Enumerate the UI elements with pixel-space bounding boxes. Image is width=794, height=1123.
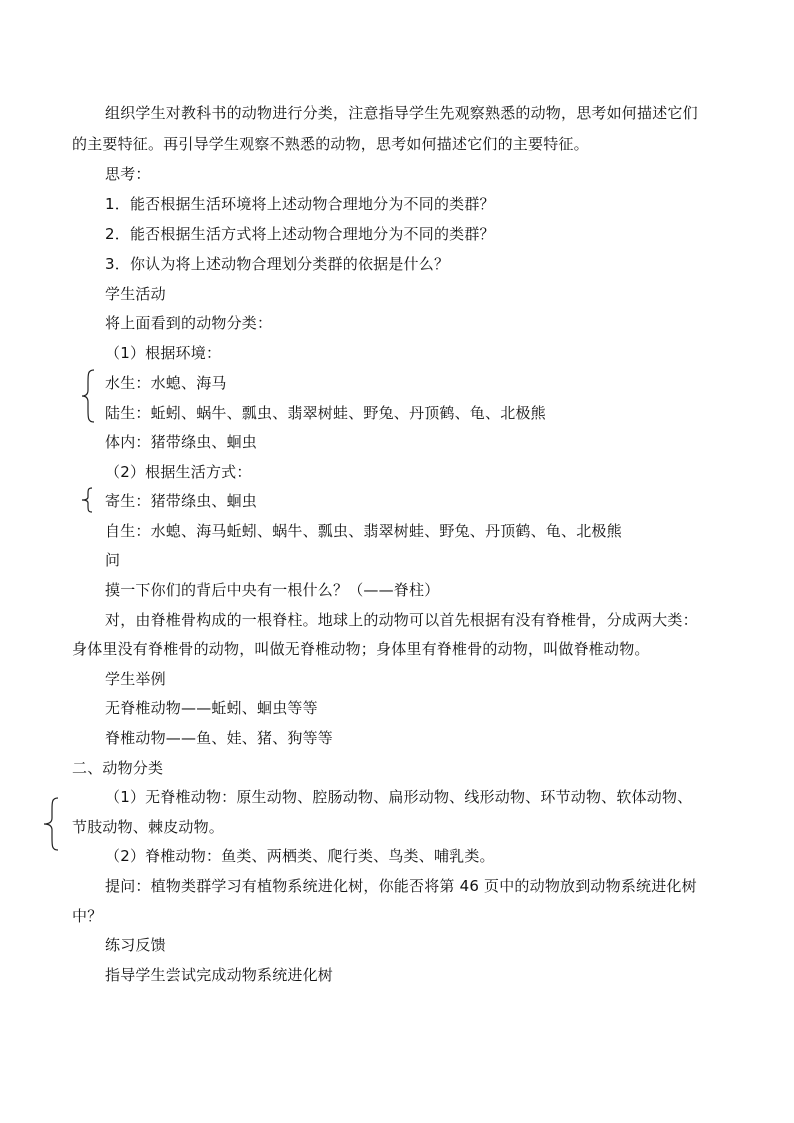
left-brace-icon xyxy=(42,796,60,852)
paragraph-line: 组织学生对教科书的动物进行分类，注意指导学生先观察熟悉的动物，思考如何描述它们 xyxy=(105,104,698,122)
heading-student-examples: 学生举例 xyxy=(105,670,166,688)
heading-student-activity: 学生活动 xyxy=(105,285,166,303)
paragraph-line: 身体里没有脊椎骨的动物，叫做无脊椎动物；身体里有脊椎骨的动物，叫做脊椎动物。 xyxy=(72,640,650,658)
paragraph-line: 中？ xyxy=(72,907,103,925)
list-item: 自生：水螅、海马蚯蚓、蜗牛、瓢虫、翡翠树蛙、野兔、丹顶鹤、龟、北极熊 xyxy=(105,522,622,540)
list-item: 脊椎动物——鱼、娃、猪、狗等等 xyxy=(105,729,334,747)
question-1: 1．能否根据生活环境将上述动物合理地分为不同的类群？ xyxy=(105,195,495,213)
list-item: 体内：猪带绦虫、蛔虫 xyxy=(105,433,258,451)
question-3: 3．你认为将上述动物合理划分类群的依据是什么？ xyxy=(105,255,450,273)
question-2: 2．能否根据生活方式将上述动物合理地分为不同的类群？ xyxy=(105,225,495,243)
list-item: （2）脊椎动物：鱼类、两栖类、爬行类、鸟类、哺乳类。 xyxy=(105,847,495,865)
paragraph-line: 对，由脊椎骨构成的一根脊柱。地球上的动物可以首先根据有没有脊椎骨，分成两大类： xyxy=(105,611,698,629)
list-item: 水生：水螅、海马 xyxy=(105,374,227,392)
heading-practice-feedback: 练习反馈 xyxy=(105,936,166,954)
list-item: 寄生：猪带绦虫、蛔虫 xyxy=(105,492,258,510)
section-heading: 二、动物分类 xyxy=(72,759,164,777)
paragraph-line: 问 xyxy=(105,551,121,569)
left-brace-icon xyxy=(80,368,96,424)
left-brace-icon xyxy=(80,486,94,514)
paragraph-line: 指导学生尝试完成动物系统进化树 xyxy=(105,966,334,984)
list-item: 无脊椎动物——蚯蚓、蛔虫等等 xyxy=(105,699,318,717)
list-item: 节肢动物、棘皮动物。 xyxy=(72,818,225,836)
paragraph-line: 的主要特征。再引导学生观察不熟悉的动物，思考如何描述它们的主要特征。 xyxy=(72,135,589,153)
list-item: 陆生：蚯蚓、蜗牛、瓢虫、翡翠树蛙、野兔、丹顶鹤、龟、北极熊 xyxy=(105,404,546,422)
sub-heading-environment: （1）根据环境： xyxy=(105,344,222,362)
heading-thinking: 思考： xyxy=(105,165,151,183)
list-item: （1）无脊椎动物：原生动物、腔肠动物、扁形动物、线形动物、环节动物、软体动物、 xyxy=(105,788,693,806)
sub-heading-lifestyle: （2）根据生活方式： xyxy=(105,463,252,481)
paragraph-line: 提问：植物类群学习有植物系统进化树，你能否将第 46 页中的动物放到动物系统进化树 xyxy=(105,877,697,895)
paragraph-line: 摸一下你们的背后中央有一根什么？（——脊柱） xyxy=(105,581,440,599)
paragraph-line: 将上面看到的动物分类： xyxy=(105,314,273,332)
